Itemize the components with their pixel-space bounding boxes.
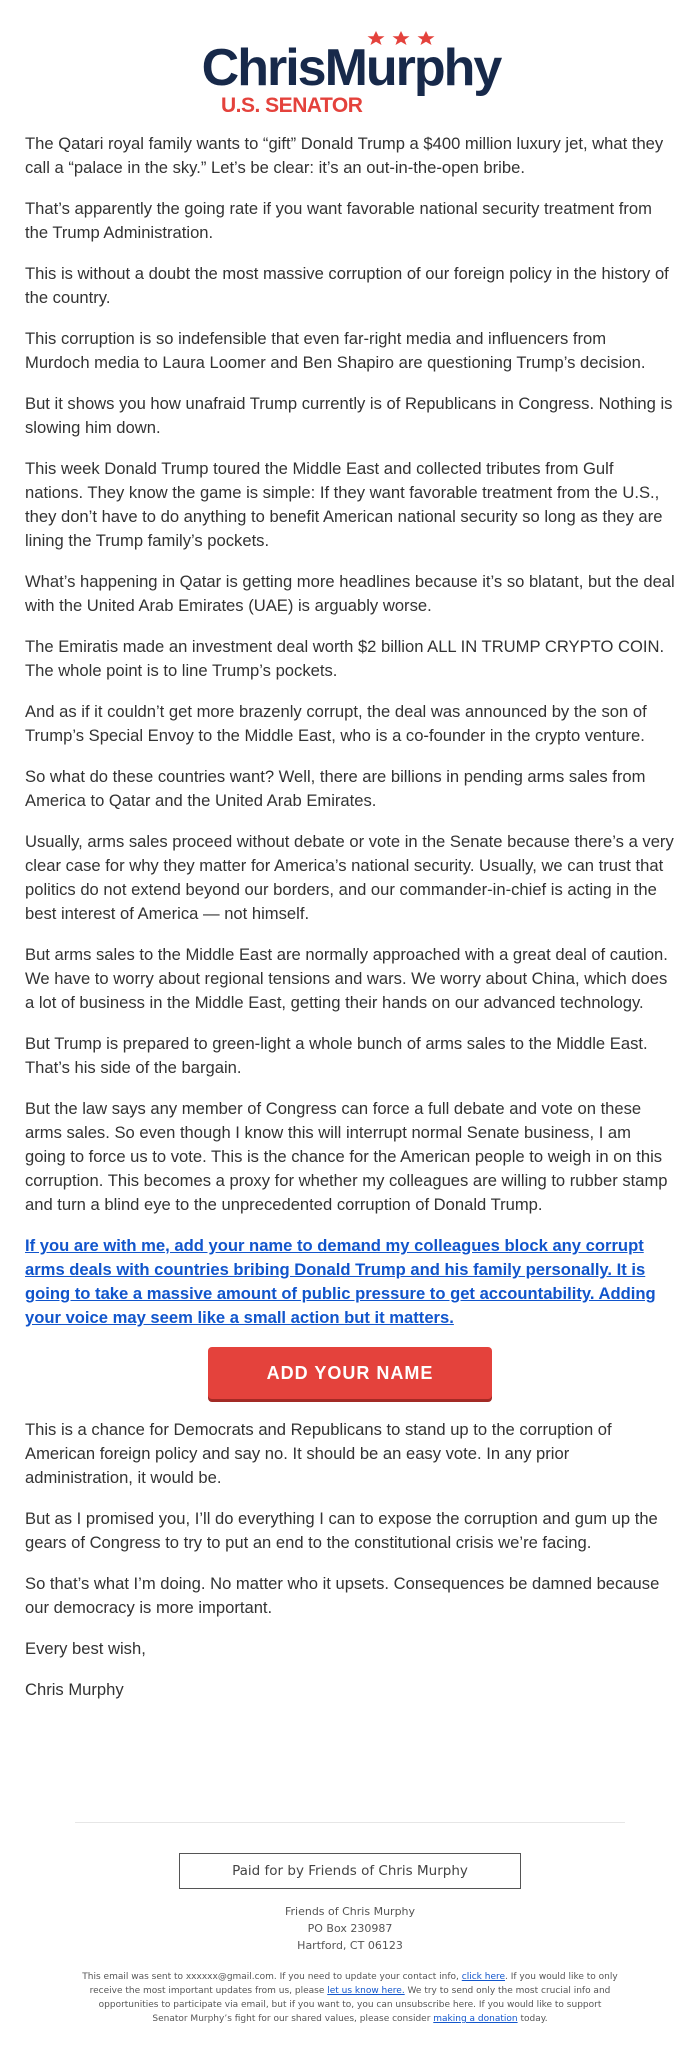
body-paragraph: But the law says any member of Congress can force a full debate and vote on these arms sales. So even though I know this will interrupt normal Senate business, I am going to force us to vote. This is the chance for the American people to weigh in on this corruption. This becomes a proxy for whether my colleagues are willing to rubber stamp and turn a blind eye to the unprecedented corruption of Donald Trump. xyxy=(25,1099,668,1214)
cta-button-row xyxy=(25,1347,675,1399)
signature: Chris Murphy xyxy=(25,1680,124,1699)
logo-subtitle: U.S. SENATOR xyxy=(221,94,363,117)
address-line: PO Box 230987 xyxy=(307,1922,393,1935)
mailing-address xyxy=(0,1903,700,1954)
body-paragraph: But arms sales to the Middle East are normally approached with a great deal of caution. We have to worry about regional tensions and wars. We worry about China, which does a lot of business in the Middle East, getting their hands on our advanced technology. xyxy=(25,945,668,1012)
closing-paragraph: This is a chance for Democrats and Republicans to stand up to the corruption of American foreign policy and say no. It should be an easy vote. In any prior administration, it would be. xyxy=(25,1420,612,1487)
email-body xyxy=(0,132,700,1702)
email-footer xyxy=(0,1822,700,2026)
legal-text: today. xyxy=(517,2014,548,2024)
body-paragraph: Usually, arms sales proceed without debate or vote in the Senate because there’s a very clear case for why they matter for America’s national security. Usually, we can trust that politics do not extend beyond our borders, and our commander-in-chief is acting in the best interest of America — not himself. xyxy=(25,832,674,923)
legal-notice xyxy=(80,1970,620,2026)
donation-link[interactable]: making a donation xyxy=(433,2014,518,2024)
paid-for-disclaimer: Paid for by Friends of Chris Murphy xyxy=(179,1853,521,1889)
body-paragraph: But Trump is prepared to green-light a whole bunch of arms sales to the Middle East. That’s his side of the bargain. xyxy=(25,1034,648,1077)
cta-link[interactable]: If you are with me, add your name to demand my colleagues block any corrupt arms deals with countries bribing Donald Trump and his family personally. It is going to take a massive amount of public pressure to get accountability. Adding your voice may seem like a small action but it matters. xyxy=(25,1236,656,1327)
body-paragraph: The Qatari royal family wants to “gift” Donald Trump a $400 million luxury jet, what they call a “palace in the sky.” Let’s be clear: it’s an out-in-the-open bribe. xyxy=(25,134,664,177)
address-line: Friends of Chris Murphy xyxy=(284,1905,416,1918)
legal-text: . If you would like to only receive the most important updates from us, please xyxy=(89,1972,618,1996)
body-paragraph: What’s happening in Qatar is getting more headlines because it’s so blatant, but the deal with the United Arab Emirates (UAE) is arguably worse. xyxy=(25,572,675,615)
closing-paragraph: So that’s what I’m doing. No matter who it upsets. Consequences be damned because our democracy is more important. xyxy=(25,1574,660,1617)
closing-paragraph: But as I promised you, I’ll do everything I can to expose the corruption and gum up the gears of Congress to try to put an end to the constitutional crisis we’re facing. xyxy=(25,1509,658,1552)
chris-murphy-logo xyxy=(196,30,506,120)
footer-divider xyxy=(75,1822,625,1823)
body-paragraph: That’s apparently the going rate if you want favorable national security treatment from the Trump Administration. xyxy=(25,199,652,242)
logo-name: ChrisMurphy xyxy=(201,39,501,97)
email-header xyxy=(0,0,700,132)
add-your-name-button[interactable]: ADD YOUR NAME xyxy=(208,1347,492,1399)
body-paragraph: The Emiratis made an investment deal worth $2 billion ALL IN TRUMP CRYPTO COIN. The whole point is to line Trump’s pockets. xyxy=(25,637,665,680)
body-paragraph: So what do these countries want? Well, there are billions in pending arms sales from America to Qatar and the United Arab Emirates. xyxy=(25,767,646,810)
address-line: Hartford, CT 06123 xyxy=(297,1939,403,1952)
body-paragraph: This week Donald Trump toured the Middle East and collected tributes from Gulf nations. They know the game is simple: If they want favorable treatment from the U.S., they don’t have to do anything to benefit American national security so long as they are lining the Trump family’s pockets. xyxy=(25,459,663,550)
sign-off: Every best wish, xyxy=(25,1639,146,1658)
body-paragraph: This is without a doubt the most massive corruption of our foreign policy in the history of the country. xyxy=(25,264,669,307)
body-paragraph: This corruption is so indefensible that even far-right media and influencers from Murdoch media to Laura Loomer and Ben Shapiro are questioning Trump’s decision. xyxy=(25,329,646,372)
body-paragraph: And as if it couldn’t get more brazenly corrupt, the deal was announced by the son of Trump’s Special Envoy to the Middle East, who is a co-founder in the crypto venture. xyxy=(25,702,647,745)
update-contact-link[interactable]: click here xyxy=(461,1972,506,1982)
legal-text: We try to send only the most crucial info and opportunities to participate via email, but if you want to, you can unsubscribe here. If you would like to support Senator Murphy’s fight for our shared values, please consider xyxy=(98,1986,611,2024)
body-paragraph: But it shows you how unafraid Trump currently is of Republicans in Congress. Nothing is slowing him down. xyxy=(25,394,673,437)
important-updates-link[interactable]: let us know here. xyxy=(327,1986,405,1996)
cta-paragraph xyxy=(25,1234,675,1330)
legal-text: This email was sent to xxxxxx@gmail.com. If you need to update your contact info, xyxy=(82,1972,462,1982)
